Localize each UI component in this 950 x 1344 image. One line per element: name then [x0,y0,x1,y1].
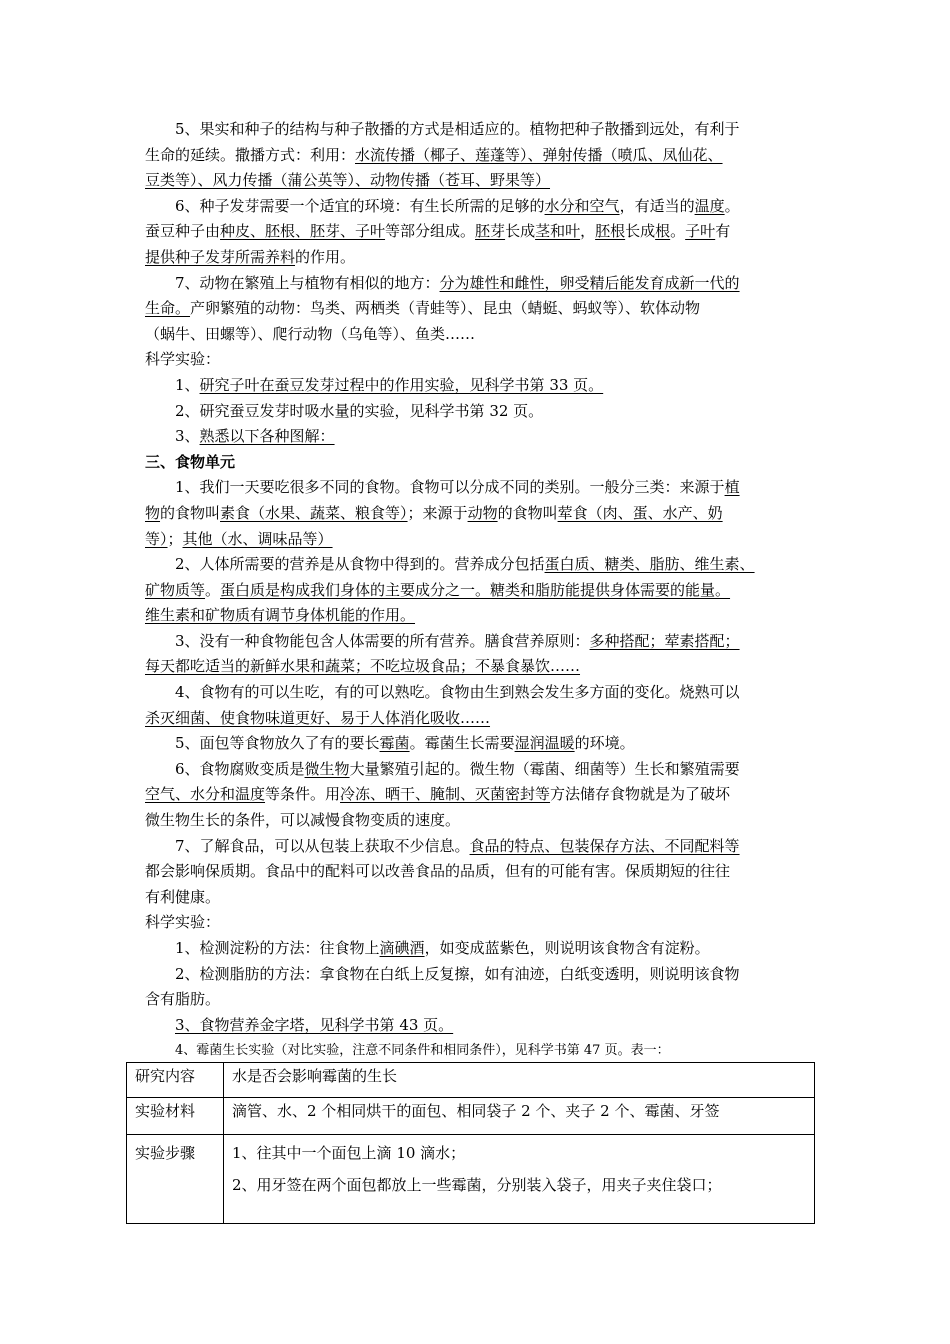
text-line [145,910,825,936]
table-row [127,1135,815,1224]
text-segment: 。 [205,580,221,599]
underlined-text: 微生物 [304,759,350,778]
underlined-text: 生命。 [145,299,191,318]
text-line [145,271,825,297]
text-segment: 3、 [175,427,200,446]
text-segment: 4、食物有的可以生吃，有的可以熟吃。食物由生到熟会发生多方面的变化。烧熟可以 [175,683,740,702]
underlined-text: 茎和叶 [535,222,581,241]
underlined-text: 冷冻、晒干、腌制、灭菌密封等 [340,785,551,804]
text-line [145,168,825,194]
underlined-text: 荤食（肉、蛋、水产、奶 [557,503,723,522]
underlined-text: 种皮、胚根、胚芽、子叶 [220,222,386,241]
text-segment: ； [167,529,183,548]
text-segment: 1、我们一天要吃很多不同的食物。食物可以分成不同的类别。一般分三类：来源于 [175,478,725,497]
underlined-text: 提供种子发芽所需养料 [145,247,296,266]
underlined-text: 蛋白质是构成我们身体的主要成分之一。糖类和脂肪能提供身体需要的能量。 [220,580,731,599]
text-segment: 。 [670,222,686,241]
text-segment: 4、霉菌生长实验（对比实验，注意不同条件和相同条件），见科学书第 47 页。表一： [175,1043,670,1059]
underlined-text: 维生素和矿物质有调节身体机能的作用。 [145,606,416,625]
text-segment: 的食物叫 [497,503,558,522]
underlined-text: 湿润温暖 [514,734,575,753]
text-segment: 科学实验： [145,350,221,369]
table-cell-text: 2、用牙签在两个面包都放上一些霉菌，分别装入袋子，用夹子夹住袋口； [232,1176,722,1194]
underlined-text: 胚根 [595,222,626,241]
text-segment: 。霉菌生长需要 [409,734,515,753]
text-segment: 5、面包等食物放久了有的要长 [175,734,380,753]
text-segment: 的环境。 [574,734,635,753]
text-line [145,1013,825,1039]
underlined-text: 水流传播（椰子、莲蓬等）、弹射传播（喷瓜、凤仙花、 [355,145,723,164]
section-heading [145,450,825,476]
text-line [145,757,825,783]
text-segment: 2、检测脂肪的方法：拿食物在白纸上反复擦，如有油迹，白纸变透明，则说明该食物 [175,964,740,983]
text-line [145,552,825,578]
experiment-table [126,1062,815,1224]
text-line [145,424,825,450]
text-line [145,936,825,962]
table-cell-text: 1、往其中一个面包上滴 10 滴水； [232,1144,466,1162]
underlined-text: 其他（水、调味品等） [182,529,333,548]
text-line [145,1038,825,1064]
underlined-text: 子叶 [685,222,716,241]
text-line [145,629,825,655]
text-line [145,578,825,604]
text-line [145,731,825,757]
text-segment: 有 [715,222,731,241]
text-line [145,501,825,527]
text-segment: 大量繁殖引起的。微生物（霉菌、细菌等）生长和繁殖需要 [349,759,740,778]
text-segment: 3、没有一种食物能包含人体需要的所有营养。膳食营养原则： [175,631,590,650]
underlined-text: 根 [655,222,671,241]
table-row [127,1098,815,1135]
text-segment: 6、食物腐败变质是 [175,759,305,778]
underlined-text: 3、食物营养金字塔，见科学书第 43 页。 [175,1015,454,1034]
underlined-text: 植 [724,478,740,497]
text-line [145,885,825,911]
text-segment: 产卵繁殖的动物：鸟类、两栖类（青蛙等）、昆虫（蜻蜓、蚂蚁等）、软体动物 [190,299,701,318]
text-segment: 的食物叫 [160,503,221,522]
underlined-text: 多种搭配；荤素搭配； [589,631,740,650]
text-segment: ；来源于 [407,503,468,522]
text-line [145,347,825,373]
text-segment: 1、检测淀粉的方法：往食物上 [175,939,380,957]
underlined-text: 动物 [467,503,498,522]
underlined-text: 胚芽 [475,222,506,241]
underlined-text: 食品的特点、包装保存方法、不同配料等 [469,836,740,855]
text-line [145,680,825,706]
document-body [145,117,825,1064]
text-segment: 都会影响保质期。食品中的配料可以改善食品的品质，但有的可能有害。保质期短的往往 [145,862,731,881]
text-line [145,527,825,553]
text-line [145,834,825,860]
text-line [145,706,825,732]
text-segment: 7、了解食品，可以从包装上获取不少信息。 [175,836,470,855]
text-segment: 方法储存食物就是为了破坏 [550,785,731,804]
underlined-text: 蛋白质、糖类、脂肪、维生素、 [544,555,755,574]
text-segment: 2、研究蚕豆发芽时吸水量的实验，见科学书第 32 页。 [175,401,544,420]
table-row-label: 研究内容 [135,1067,196,1085]
table-cell-text: 水是否会影响霉菌的生长 [232,1067,398,1085]
text-segment: 。 [724,196,740,215]
text-segment: 三、食物单元 [145,452,236,471]
text-line [145,117,825,143]
text-line [145,194,825,220]
text-segment: 含有脂肪。 [145,990,221,1009]
table-cell-text: 滴管、水、2 个相同烘干的面包、相同袋子 2 个、夹子 2 个、霉菌、牙签 [232,1102,720,1120]
text-segment: ，如变成蓝紫色，则说明该食物含有淀粉。 [424,939,710,957]
text-segment: 等部分组成。 [385,222,476,241]
table-row-label: 实验步骤 [135,1144,196,1162]
text-segment: 长成 [625,222,656,241]
text-line [145,859,825,885]
text-segment: ，有适当的 [619,196,695,215]
text-line [145,603,825,629]
text-segment: 长成 [505,222,536,241]
text-line [145,245,825,271]
text-segment: 等条件。用 [265,785,341,804]
text-line [145,987,825,1013]
text-line [145,399,825,425]
text-segment: 微生物生长的条件，可以减慢食物变质的速度。 [145,811,461,830]
text-line [145,475,825,501]
underlined-text: 素食（水果、蔬菜、粮食等） [220,503,408,522]
text-line [145,296,825,322]
text-segment: 2、人体所需要的营养是从食物中得到的。营养成分包括 [175,555,545,574]
underlined-text: 温度 [694,196,725,215]
text-segment: 6、种子发芽需要一个适宜的环境：有生长所需的足够的 [175,196,545,215]
table-row [127,1063,815,1098]
underlined-text: 豆类等）、风力传播（蒲公英等）、动物传播（苍耳、野果等） [145,171,551,190]
text-line [145,143,825,169]
text-segment: 蚕豆种子由 [145,222,221,241]
text-segment: 生命的延续。撒播方式：利用： [145,145,356,164]
text-line [145,808,825,834]
underlined-text: 物 [145,503,161,522]
underlined-text: 研究子叶在蚕豆发芽过程中的作用实验，见科学书第 33 页。 [199,375,604,394]
text-segment: （蜗牛、田螺等）、爬行动物（乌龟等）、鱼类…… [145,324,476,343]
underlined-text: 分为雄性和雌性，卵受精后能发育成新一代的 [439,273,740,292]
underlined-text: 空气、水分和温度 [145,785,266,804]
underlined-text: 滴碘酒 [379,939,425,957]
text-segment: 5、果实和种子的结构与种子散播的方式是相适应的。植物把种子散播到远处，有利于 [175,120,740,138]
text-segment: 科学实验： [145,913,221,932]
text-line [145,322,825,348]
text-line [145,782,825,808]
underlined-text: 每天都吃适当的新鲜水果和蔬菜；不吃垃圾食品；不暴食暴饮…… [145,657,581,676]
text-line [145,654,825,680]
text-line [145,962,825,988]
text-line [145,373,825,399]
text-segment: 1、 [175,375,200,394]
text-segment: ， [580,222,596,241]
underlined-text: 矿物质等 [145,580,206,599]
table-row-label: 实验材料 [135,1102,196,1120]
text-segment: 有利健康。 [145,887,221,906]
underlined-text: 等） [145,529,168,548]
text-segment: 7、动物在繁殖上与植物有相似的地方： [175,273,440,292]
text-segment: 的作用。 [295,247,356,266]
underlined-text: 霉菌 [379,734,410,753]
underlined-text: 水分和空气 [544,196,620,215]
underlined-text: 熟悉以下各种图解： [199,427,335,446]
underlined-text: 杀灭细菌、使食物味道更好、易于人体消化吸收…… [145,708,491,727]
text-line [145,219,825,245]
